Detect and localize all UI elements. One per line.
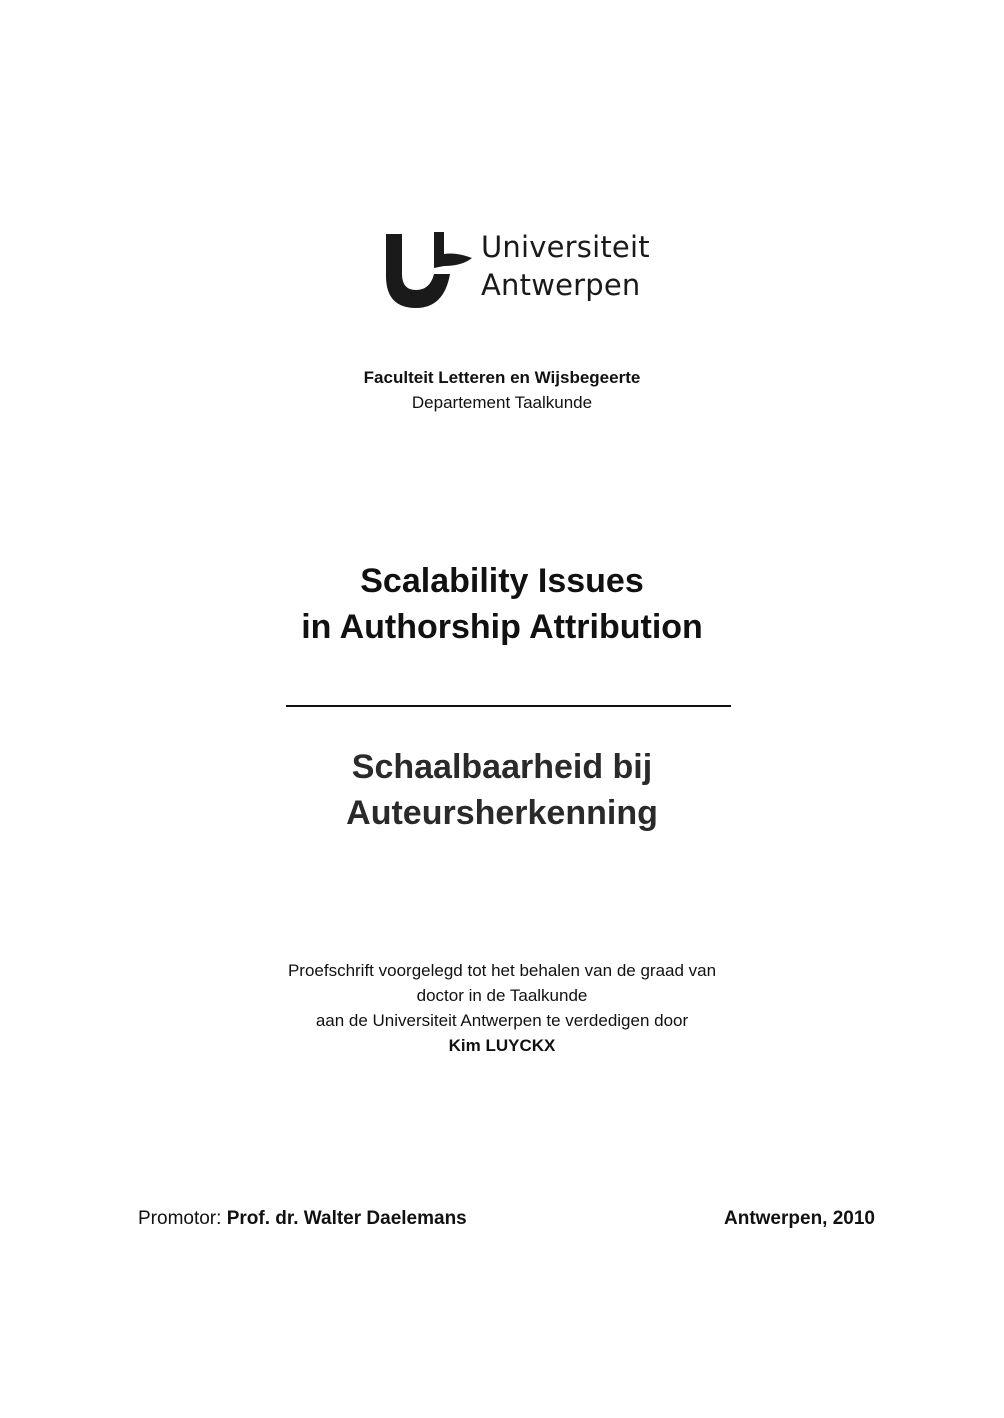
title-english-line1: Scalability Issues: [360, 562, 644, 600]
thesis-description: [0, 958, 1004, 1058]
title-english: [0, 558, 1004, 650]
description-line2: doctor in de Taalkunde: [416, 986, 588, 1005]
university-logo: [382, 228, 650, 310]
university-name: [481, 228, 650, 304]
department-name: Departement Taalkunde: [411, 393, 593, 412]
university-antwerpen-mark-icon: [382, 228, 478, 310]
description-line3: aan de Universiteit Antwerpen te verdedigen door: [315, 1011, 689, 1030]
title-dutch-line1: Schaalbaarheid bij: [351, 748, 653, 786]
promotor: [138, 1207, 467, 1231]
promotor-name: Prof. dr. Walter Daelemans: [226, 1208, 467, 1229]
place-date: Antwerpen, 2010: [724, 1208, 875, 1229]
title-dutch: [0, 744, 1004, 836]
university-name-line1: Universiteit: [481, 230, 650, 264]
title-dutch-line2: Auteursherkenning: [346, 794, 658, 832]
university-name-line2: Antwerpen: [481, 268, 641, 302]
description-line1: Proefschrift voorgelegd tot het behalen van de graad van: [287, 961, 717, 980]
author-name: Kim LUYCKX: [448, 1036, 556, 1055]
promotor-label: Promotor:: [138, 1208, 227, 1229]
faculty-name: Faculteit Letteren en Wijsbegeerte: [363, 368, 641, 387]
title-divider: [286, 705, 731, 707]
title-english-line2: in Authorship Attribution: [301, 608, 703, 646]
